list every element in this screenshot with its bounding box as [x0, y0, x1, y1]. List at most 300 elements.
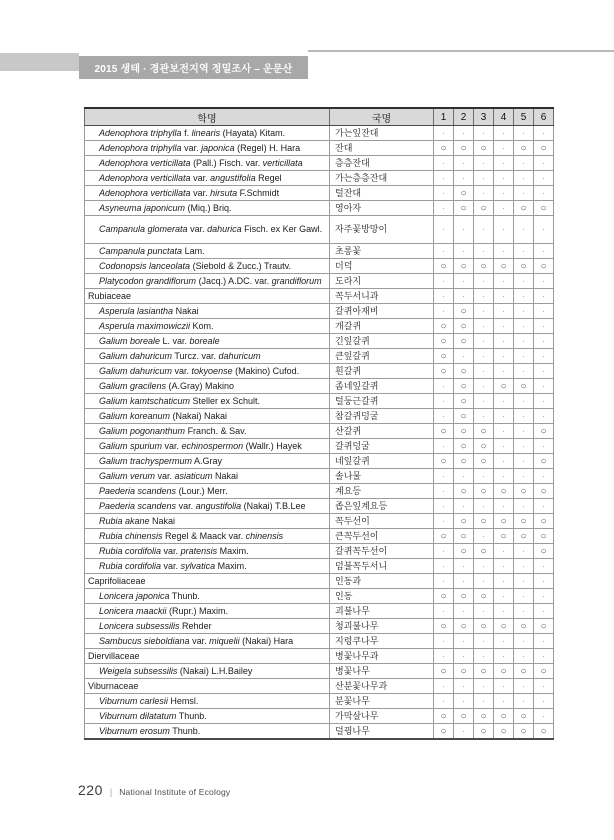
absence-dot-icon: ·: [482, 650, 485, 661]
scientific-name-cell: [85, 304, 330, 319]
scientific-name-segment: Viburnum dilatatum: [99, 710, 177, 721]
presence-circle-icon: ○: [520, 620, 527, 632]
scientific-name-segment: Nakai: [173, 305, 199, 316]
presence-circle-icon: ○: [480, 710, 487, 722]
site-mark-cell: [514, 259, 534, 274]
site-mark-cell: [474, 259, 494, 274]
site-mark-cell: [534, 439, 554, 454]
site-mark-cell: [534, 156, 554, 171]
site-mark-cell: [474, 589, 494, 604]
korean-name-cell: 영아자: [330, 201, 434, 216]
site-mark-cell: [474, 559, 494, 574]
site-mark-cell: [494, 424, 514, 439]
site-mark-cell: [474, 574, 494, 589]
table-row: [85, 379, 554, 394]
site-mark-cell: [454, 126, 474, 141]
site-mark-cell: [514, 499, 534, 514]
absence-dot-icon: ·: [522, 695, 525, 706]
absence-dot-icon: ·: [442, 560, 445, 571]
presence-circle-icon: ○: [480, 620, 487, 632]
absence-dot-icon: ·: [442, 224, 445, 235]
absence-dot-icon: ·: [482, 365, 485, 376]
absence-dot-icon: ·: [482, 187, 485, 198]
scientific-name-segment: sylvatica: [180, 560, 216, 571]
site-mark-cell: [494, 141, 514, 156]
presence-circle-icon: ○: [520, 530, 527, 542]
site-mark-cell: [434, 244, 454, 259]
scientific-name-segment: Adenophora verticillata: [99, 157, 191, 168]
scientific-name-segment: var.: [155, 470, 175, 481]
absence-dot-icon: ·: [442, 157, 445, 168]
absence-dot-icon: ·: [542, 187, 545, 198]
absence-dot-icon: ·: [542, 172, 545, 183]
absence-dot-icon: ·: [442, 575, 445, 586]
presence-circle-icon: ○: [460, 620, 467, 632]
korean-name-cell: 분꽃나무: [330, 694, 434, 709]
korean-name-cell: 털잔대: [330, 186, 434, 201]
site-mark-cell: [534, 244, 554, 259]
site-mark-cell: [514, 126, 534, 141]
site-mark-cell: [514, 439, 534, 454]
scientific-name-segment: Lonicera japonica: [99, 590, 170, 601]
site-mark-cell: [534, 454, 554, 469]
scientific-name-segment: F.Schmidt: [237, 187, 280, 198]
scientific-name-segment: Galium pogonanthum: [99, 425, 186, 436]
scientific-name-segment: boreale: [189, 335, 220, 346]
scientific-name-segment: tokyoense: [191, 365, 233, 376]
scientific-name-cell: [85, 126, 330, 141]
absence-dot-icon: ·: [542, 590, 545, 601]
presence-circle-icon: ○: [540, 725, 547, 737]
site-mark-cell: [494, 289, 514, 304]
presence-circle-icon: ○: [460, 530, 467, 542]
scientific-name-segment: miquelii: [209, 635, 240, 646]
site-mark-cell: [514, 724, 534, 740]
scientific-name-cell: [85, 664, 330, 679]
absence-dot-icon: ·: [442, 515, 445, 526]
site-mark-cell: [474, 499, 494, 514]
table-row: [85, 259, 554, 274]
absence-dot-icon: ·: [522, 425, 525, 436]
site-mark-cell: [494, 334, 514, 349]
korean-name-cell: 갈퀴덩굴: [330, 439, 434, 454]
site-mark-cell: [434, 274, 454, 289]
site-mark-cell: [494, 379, 514, 394]
scientific-name-segment: angustifolia: [195, 500, 242, 511]
scientific-name-segment: Lonicera maackii: [99, 605, 167, 616]
scientific-name-segment: Rehder: [179, 620, 212, 631]
site-mark-cell: [494, 679, 514, 694]
site-mark-cell: [474, 544, 494, 559]
absence-dot-icon: ·: [442, 650, 445, 661]
scientific-name-segment: Nakai: [149, 515, 176, 526]
site-mark-cell: [434, 259, 454, 274]
scientific-name-segment: (Lour.) Merr.: [176, 485, 228, 496]
site-mark-cell: [534, 304, 554, 319]
scientific-name-segment: grandiflorum: [271, 275, 322, 286]
site-mark-cell: [494, 724, 514, 740]
site-mark-cell: [534, 679, 554, 694]
site-mark-cell: [454, 259, 474, 274]
presence-circle-icon: ○: [480, 425, 487, 437]
site-mark-cell: [514, 409, 534, 424]
site-mark-cell: [494, 484, 514, 499]
presence-circle-icon: ○: [540, 530, 547, 542]
absence-dot-icon: ·: [482, 350, 485, 361]
absence-dot-icon: ·: [542, 350, 545, 361]
col-header-site-2: 2: [454, 108, 474, 126]
absence-dot-icon: ·: [522, 127, 525, 138]
absence-dot-icon: ·: [462, 245, 465, 256]
site-mark-cell: [534, 724, 554, 740]
scientific-name-segment: (Siebold & Zucc.) Trautv.: [190, 260, 291, 271]
table-row: [85, 619, 554, 634]
site-mark-cell: [514, 664, 534, 679]
table-row: [85, 454, 554, 469]
absence-dot-icon: ·: [442, 202, 445, 213]
presence-circle-icon: ○: [440, 350, 447, 362]
site-mark-cell: [514, 529, 534, 544]
scientific-name-segment: verticillata: [262, 157, 303, 168]
site-mark-cell: [514, 514, 534, 529]
absence-dot-icon: ·: [442, 290, 445, 301]
presence-circle-icon: ○: [460, 410, 467, 422]
scientific-name-cell: [85, 709, 330, 724]
site-mark-cell: [434, 216, 454, 244]
site-mark-cell: [454, 724, 474, 740]
presence-circle-icon: ○: [500, 665, 507, 677]
presence-circle-icon: ○: [460, 260, 467, 272]
presence-circle-icon: ○: [480, 142, 487, 154]
scientific-name-cell: [85, 171, 330, 186]
absence-dot-icon: ·: [542, 305, 545, 316]
absence-dot-icon: ·: [542, 575, 545, 586]
absence-dot-icon: ·: [502, 202, 505, 213]
header-rule: [308, 50, 614, 52]
site-mark-cell: [434, 201, 454, 216]
site-mark-cell: [454, 709, 474, 724]
site-mark-cell: [454, 559, 474, 574]
absence-dot-icon: ·: [542, 500, 545, 511]
absence-dot-icon: ·: [462, 127, 465, 138]
site-mark-cell: [514, 589, 534, 604]
site-mark-cell: [474, 529, 494, 544]
presence-circle-icon: ○: [460, 710, 467, 722]
presence-circle-icon: ○: [440, 425, 447, 437]
korean-name-cell: 갈퀴아재비: [330, 304, 434, 319]
site-mark-cell: [474, 274, 494, 289]
absence-dot-icon: ·: [542, 410, 545, 421]
site-mark-cell: [434, 664, 454, 679]
site-mark-cell: [514, 619, 534, 634]
scientific-name-segment: Galium koreanum: [99, 410, 171, 421]
korean-name-cell: 큰잎갈퀴: [330, 349, 434, 364]
site-mark-cell: [434, 604, 454, 619]
site-mark-cell: [534, 649, 554, 664]
site-mark-cell: [454, 409, 474, 424]
absence-dot-icon: ·: [502, 224, 505, 235]
scientific-name-cell: [85, 186, 330, 201]
scientific-name-cell: [85, 454, 330, 469]
table-row: [85, 394, 554, 409]
site-mark-cell: [494, 244, 514, 259]
absence-dot-icon: ·: [462, 695, 465, 706]
table-row: [85, 334, 554, 349]
absence-dot-icon: ·: [442, 275, 445, 286]
table-row: [85, 126, 554, 141]
presence-circle-icon: ○: [480, 440, 487, 452]
absence-dot-icon: ·: [502, 142, 505, 153]
absence-dot-icon: ·: [502, 545, 505, 556]
scientific-name-segment: (Nakai) Nakai: [170, 410, 228, 421]
col-header-site-3: 3: [474, 108, 494, 126]
presence-circle-icon: ○: [460, 202, 467, 214]
scientific-name-cell: [85, 499, 330, 514]
site-mark-cell: [494, 274, 514, 289]
scientific-name-segment: var.: [187, 224, 208, 235]
table-row: [85, 559, 554, 574]
absence-dot-icon: ·: [502, 605, 505, 616]
absence-dot-icon: ·: [522, 275, 525, 286]
scientific-name-cell: [85, 634, 330, 649]
site-mark-cell: [494, 664, 514, 679]
absence-dot-icon: ·: [482, 275, 485, 286]
site-mark-cell: [454, 574, 474, 589]
absence-dot-icon: ·: [542, 224, 545, 235]
site-mark-cell: [494, 201, 514, 216]
col-header-korean-name: 국명: [330, 108, 434, 126]
korean-name-cell: 괴불나무: [330, 604, 434, 619]
korean-name-cell: 산갈퀴: [330, 424, 434, 439]
absence-dot-icon: ·: [482, 224, 485, 235]
absence-dot-icon: ·: [522, 172, 525, 183]
site-mark-cell: [454, 379, 474, 394]
site-mark-cell: [534, 664, 554, 679]
scientific-name-cell: [85, 544, 330, 559]
site-mark-cell: [454, 171, 474, 186]
absence-dot-icon: ·: [502, 127, 505, 138]
absence-dot-icon: ·: [522, 635, 525, 646]
absence-dot-icon: ·: [482, 530, 485, 541]
scientific-name-segment: Maxim.: [215, 560, 247, 571]
site-mark-cell: [474, 484, 494, 499]
table-row: [85, 424, 554, 439]
col-header-site-6: 6: [534, 108, 554, 126]
presence-circle-icon: ○: [480, 260, 487, 272]
scientific-name-cell: [85, 259, 330, 274]
scientific-name-segment: var.: [172, 365, 192, 376]
scientific-name-segment: Galium spurium: [99, 440, 163, 451]
presence-circle-icon: ○: [440, 710, 447, 722]
scientific-name-cell: [85, 649, 330, 664]
site-mark-cell: [434, 171, 454, 186]
site-mark-cell: [494, 171, 514, 186]
table-row: [85, 349, 554, 364]
korean-name-cell: 계요등: [330, 484, 434, 499]
korean-name-cell: 꼭두선이: [330, 514, 434, 529]
scientific-name-segment: Galium kamtschaticum: [99, 395, 191, 406]
korean-name-cell: 가는잎잔대: [330, 126, 434, 141]
site-mark-cell: [494, 529, 514, 544]
site-mark-cell: [534, 424, 554, 439]
korean-name-cell: 꼭두서니과: [330, 289, 434, 304]
presence-circle-icon: ○: [540, 425, 547, 437]
absence-dot-icon: ·: [542, 560, 545, 571]
scientific-name-segment: Asperula maximowiczii: [99, 320, 191, 331]
scientific-name-cell: [85, 559, 330, 574]
table-row: [85, 186, 554, 201]
korean-name-cell: 더덕: [330, 259, 434, 274]
site-mark-cell: [534, 484, 554, 499]
site-mark-cell: [494, 709, 514, 724]
site-mark-cell: [534, 216, 554, 244]
scientific-name-segment: dahuricum: [218, 350, 261, 361]
scientific-name-cell: [85, 289, 330, 304]
table-row: [85, 604, 554, 619]
absence-dot-icon: ·: [522, 590, 525, 601]
absence-dot-icon: ·: [462, 350, 465, 361]
absence-dot-icon: ·: [502, 575, 505, 586]
presence-circle-icon: ○: [500, 260, 507, 272]
absence-dot-icon: ·: [462, 635, 465, 646]
scientific-name-segment: (Jacq.) A.DC. var.: [196, 275, 272, 286]
site-mark-cell: [474, 289, 494, 304]
presence-circle-icon: ○: [440, 260, 447, 272]
korean-name-cell: 초롱꽃: [330, 244, 434, 259]
korean-name-cell: 참갈퀴덩굴: [330, 409, 434, 424]
presence-circle-icon: ○: [540, 485, 547, 497]
site-mark-cell: [454, 664, 474, 679]
site-mark-cell: [434, 156, 454, 171]
scientific-name-cell: [85, 244, 330, 259]
site-mark-cell: [534, 126, 554, 141]
site-mark-cell: [534, 349, 554, 364]
scientific-name-segment: var.: [181, 142, 202, 153]
korean-name-cell: 병꽃나무과: [330, 649, 434, 664]
scientific-name-segment: Rubia cordifolia: [99, 560, 162, 571]
presence-circle-icon: ○: [520, 485, 527, 497]
absence-dot-icon: ·: [442, 245, 445, 256]
absence-dot-icon: ·: [542, 290, 545, 301]
absence-dot-icon: ·: [522, 245, 525, 256]
korean-name-cell: 갈퀴꼭두선이: [330, 544, 434, 559]
site-mark-cell: [534, 604, 554, 619]
site-mark-cell: [454, 649, 474, 664]
col-header-scientific-name: 학명: [85, 108, 330, 126]
site-mark-cell: [514, 424, 534, 439]
scientific-name-cell: [85, 409, 330, 424]
site-mark-cell: [454, 304, 474, 319]
site-mark-cell: [474, 244, 494, 259]
site-mark-cell: [514, 201, 534, 216]
scientific-name-segment: Fisch. ex Ker Gawl.: [241, 224, 323, 235]
presence-circle-icon: ○: [480, 725, 487, 737]
table-header: [85, 108, 554, 126]
site-mark-cell: [514, 141, 534, 156]
site-mark-cell: [474, 156, 494, 171]
scientific-name-segment: Rubia akane: [99, 515, 150, 526]
scientific-name-segment: (Hayata) Kitam.: [220, 127, 286, 138]
site-mark-cell: [434, 589, 454, 604]
korean-name-cell: 가는층층잔대: [330, 171, 434, 186]
presence-circle-icon: ○: [520, 380, 527, 392]
site-mark-cell: [434, 724, 454, 740]
absence-dot-icon: ·: [502, 410, 505, 421]
col-header-site-4: 4: [494, 108, 514, 126]
site-mark-cell: [534, 559, 554, 574]
absence-dot-icon: ·: [502, 440, 505, 451]
site-mark-cell: [534, 379, 554, 394]
absence-dot-icon: ·: [482, 500, 485, 511]
site-mark-cell: [494, 394, 514, 409]
site-mark-cell: [454, 589, 474, 604]
site-mark-cell: [534, 364, 554, 379]
scientific-name-segment: Diervillaceae: [88, 650, 140, 661]
absence-dot-icon: ·: [522, 470, 525, 481]
site-mark-cell: [514, 364, 534, 379]
scientific-name-segment: japonica: [201, 142, 235, 153]
scientific-name-segment: Caprifoliaceae: [88, 575, 146, 586]
absence-dot-icon: ·: [502, 365, 505, 376]
site-mark-cell: [534, 171, 554, 186]
site-mark-cell: [514, 484, 534, 499]
scientific-name-segment: Regel & Maack var.: [162, 530, 246, 541]
scientific-name-segment: asiaticum: [174, 470, 213, 481]
site-mark-cell: [434, 334, 454, 349]
scientific-name-segment: var.: [161, 545, 181, 556]
presence-circle-icon: ○: [460, 515, 467, 527]
site-mark-cell: [534, 709, 554, 724]
scientific-name-segment: Franch. & Sav.: [185, 425, 247, 436]
presence-circle-icon: ○: [540, 665, 547, 677]
presence-circle-icon: ○: [440, 142, 447, 154]
scientific-name-segment: Platycodon grandiflorum: [99, 275, 197, 286]
scientific-name-cell: [85, 274, 330, 289]
presence-circle-icon: ○: [480, 485, 487, 497]
absence-dot-icon: ·: [542, 695, 545, 706]
site-mark-cell: [474, 664, 494, 679]
absence-dot-icon: ·: [462, 575, 465, 586]
presence-circle-icon: ○: [520, 710, 527, 722]
site-mark-cell: [454, 679, 474, 694]
scientific-name-segment: Thunb.: [169, 725, 201, 736]
family-row: [85, 649, 554, 664]
absence-dot-icon: ·: [522, 605, 525, 616]
scientific-name-cell: [85, 394, 330, 409]
absence-dot-icon: ·: [522, 305, 525, 316]
absence-dot-icon: ·: [502, 157, 505, 168]
scientific-name-segment: var.: [162, 440, 182, 451]
site-mark-cell: [474, 409, 494, 424]
korean-name-cell: 네잎갈퀴: [330, 454, 434, 469]
presence-circle-icon: ○: [440, 335, 447, 347]
presence-circle-icon: ○: [480, 202, 487, 214]
absence-dot-icon: ·: [502, 245, 505, 256]
site-mark-cell: [494, 604, 514, 619]
site-mark-cell: [474, 604, 494, 619]
family-row: [85, 574, 554, 589]
site-mark-cell: [534, 186, 554, 201]
site-mark-cell: [434, 499, 454, 514]
footer-organization: National Institute of Ecology: [119, 787, 231, 797]
absence-dot-icon: ·: [482, 172, 485, 183]
site-mark-cell: [534, 469, 554, 484]
table-row: [85, 709, 554, 724]
site-mark-cell: [514, 559, 534, 574]
presence-circle-icon: ○: [460, 395, 467, 407]
scientific-name-cell: [85, 724, 330, 740]
site-mark-cell: [474, 379, 494, 394]
